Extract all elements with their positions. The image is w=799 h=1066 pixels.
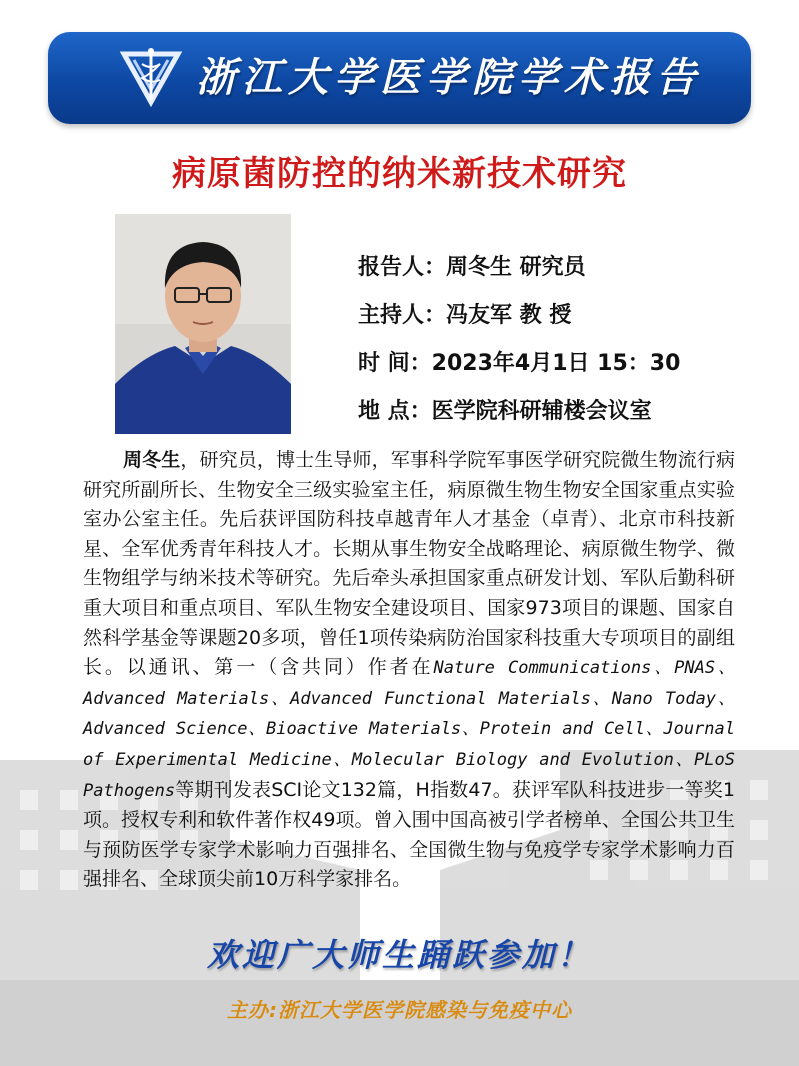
bio-text-2: 等期刊发表SCI论文132篇，H指数47。获评军队科技进步一等奖1项。授权专利和软件著作权49项。曾入围中国高被引学者榜单、全国公共卫生与预防医学专家学术影响力百强排名、全国微生物与免疫学专家学术影响力百强排名、全球顶尖前10万科学家排名。: [83, 778, 735, 891]
speaker-bio: [83, 446, 735, 895]
location-line: 地 点：医学院科研辅楼会议室: [358, 399, 652, 424]
time-line: 时 间：2023年4月1日 15：30: [358, 351, 681, 376]
speaker-line: 报告人：周冬生 研究员: [358, 255, 586, 280]
header-banner: [48, 32, 751, 124]
banner-title: 浙江大学医学院学术报告: [196, 55, 702, 101]
speaker-photo: [115, 214, 291, 434]
talk-info: [358, 244, 778, 436]
bio-text-1: ，研究员，博士生导师，军事科学院军事医学研究院微生物流行病研究所副所长、生物安全三级实验室主任，病原微生物生物安全国家重点实验室办公室主任。先后获评国防科技卓越青年人才基金（卓青）、北京市科技新星、全军优秀青年科技人才。长期从事生物安全战略理论、病原微生物学、微生物组学与纳米技术等研究。先后牵头承担国家重点研发计划、军队后勤科研重大项目和重点项目、军队生物安全建设项目、国家973项目的课题、国家自然科学基金等课题20多项，曾任1项传染病防治国家科技重大专项项目的副组长。以通讯、第一（含共同）作者在: [83, 449, 735, 679]
host-line: 主持人：冯友军 教 授: [358, 303, 572, 328]
caduceus-logo-icon: [118, 44, 184, 110]
organizer-line: 主办:浙江大学医学院感染与免疫中心: [227, 998, 572, 1022]
talk-title: 病原菌防控的纳米新技术研究: [172, 154, 627, 194]
bio-journals: Nature Communications、PNAS、Advanced Materials、Advanced Functional Materials、Nano Today、Advanced Science、Bioactive Materials、Protein and Cell、Journal of Experimental Medicine、Molecular Biology and Evolution、PLoS Pathogens: [83, 658, 735, 801]
bio-name: 周冬生: [123, 449, 181, 471]
welcome-slogan: 欢迎广大师生踊跃参加！: [206, 936, 592, 974]
